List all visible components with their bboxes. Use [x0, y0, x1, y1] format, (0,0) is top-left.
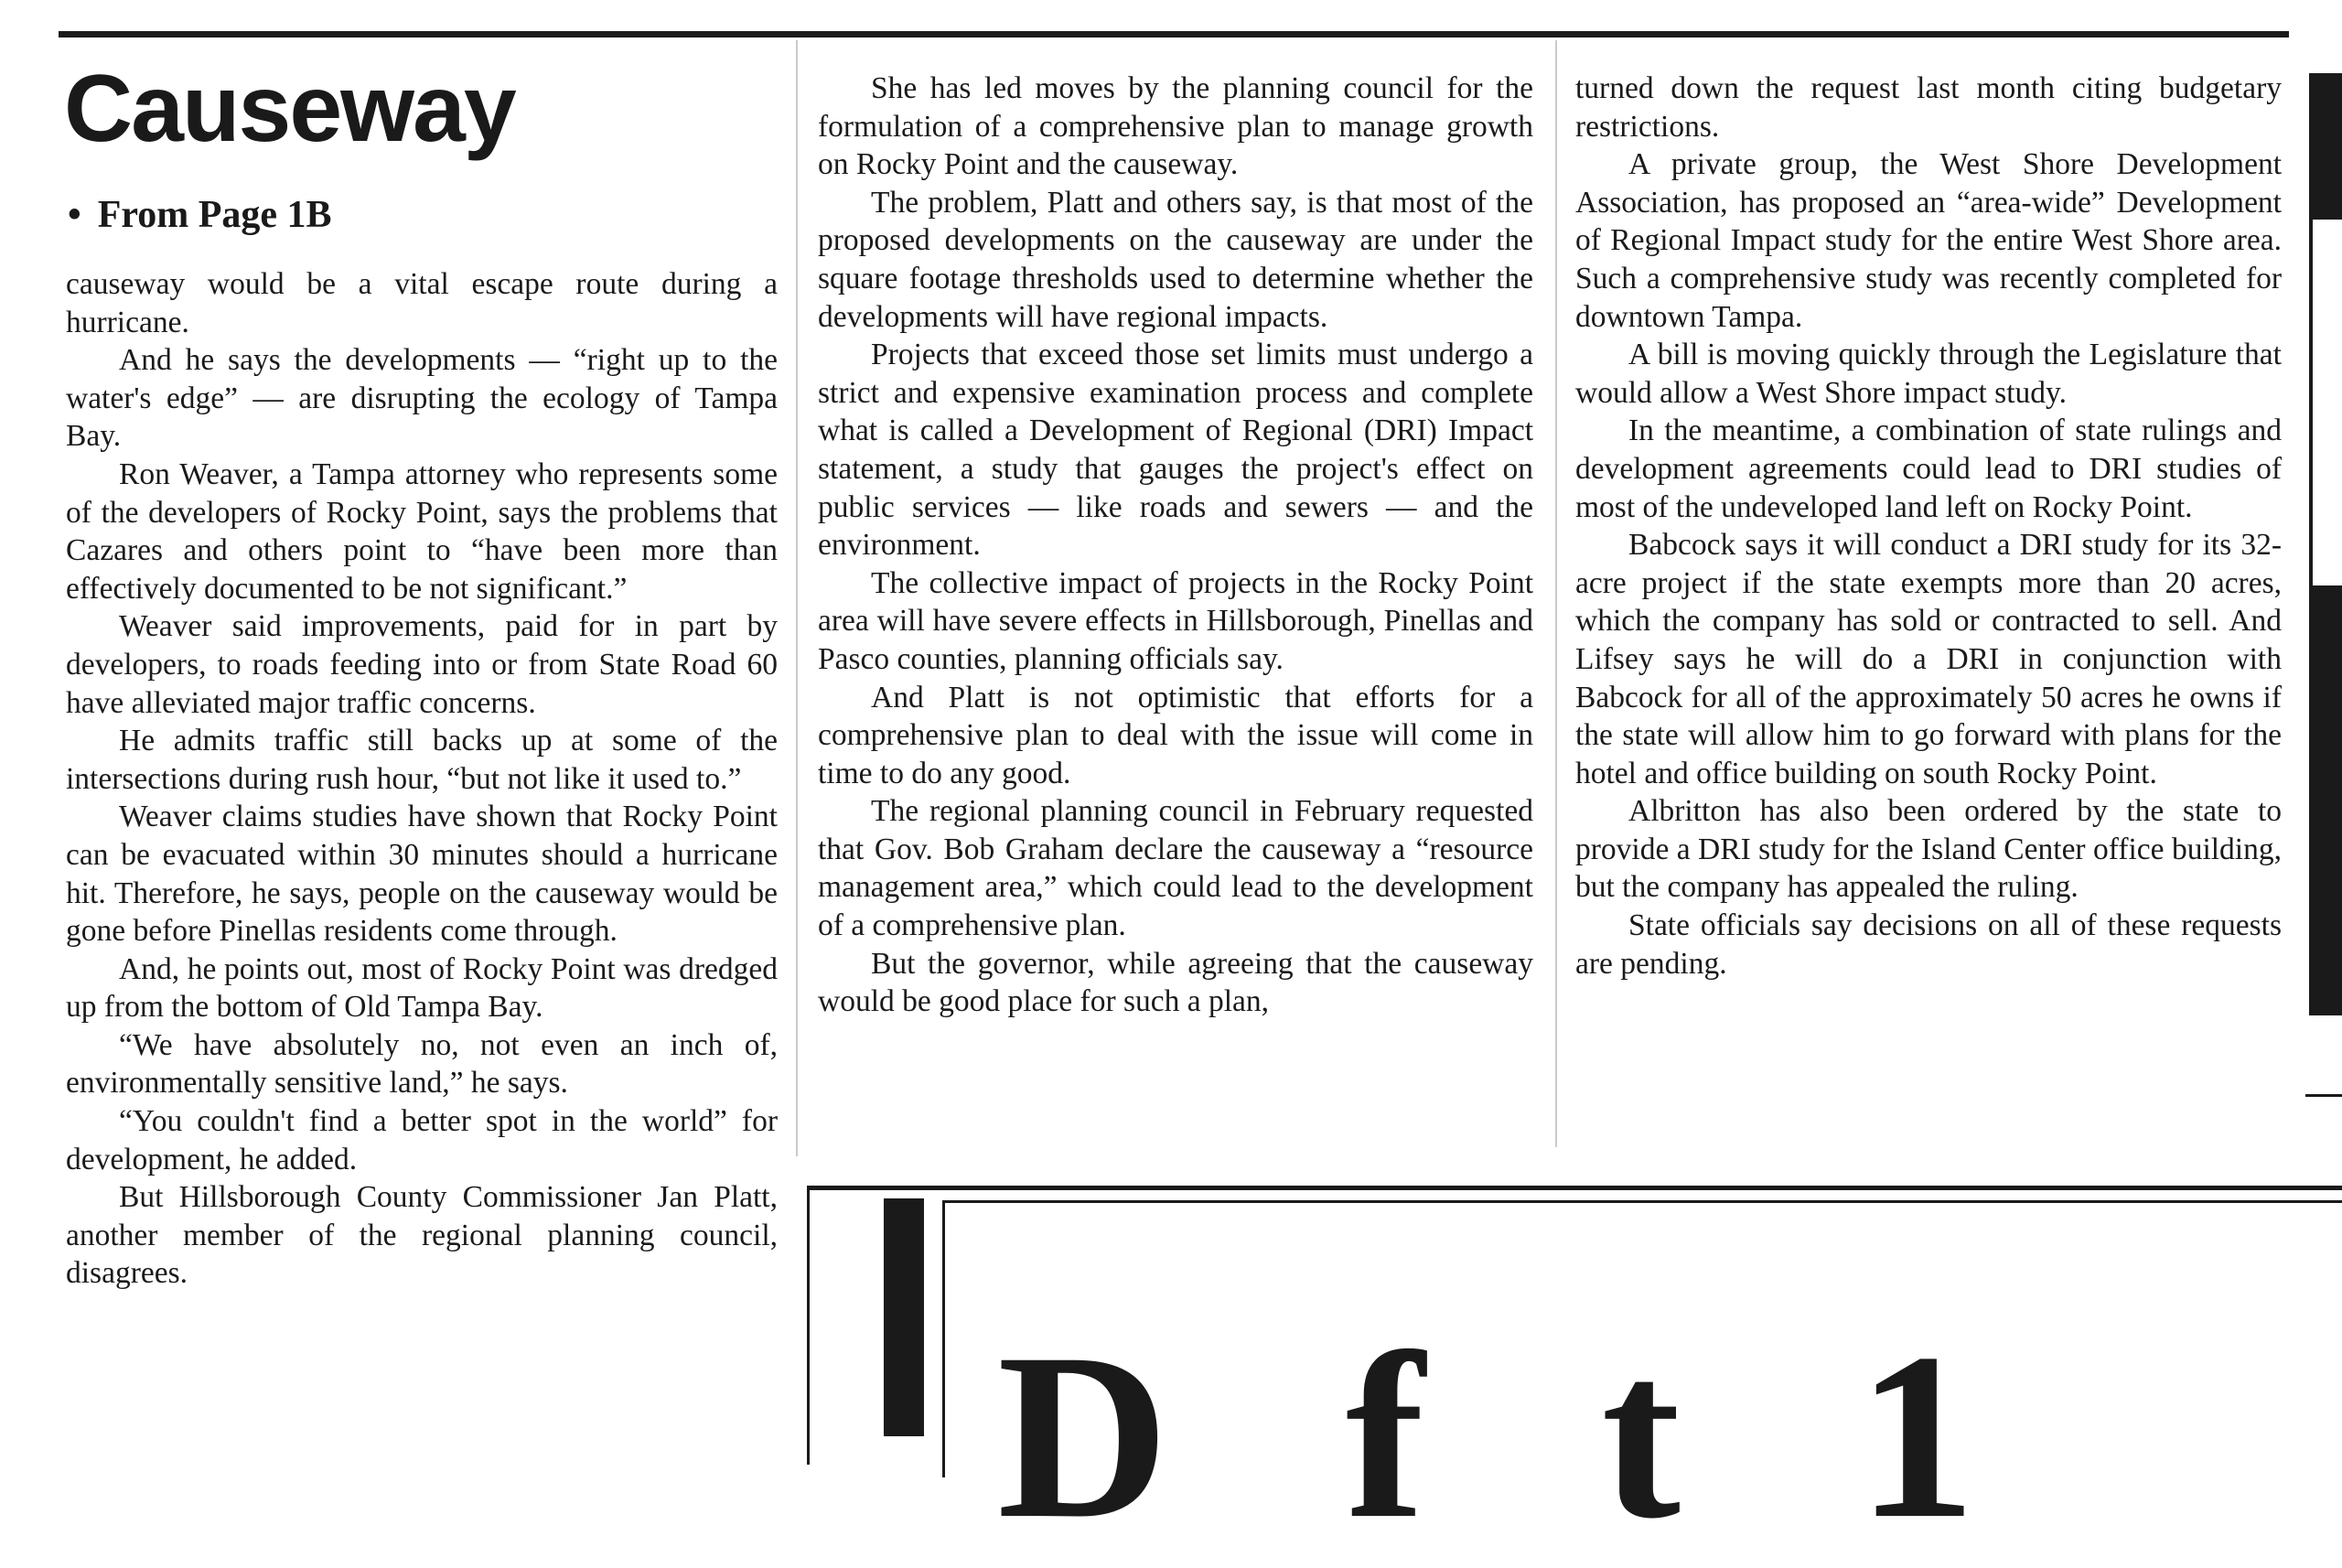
paragraph: A private group, the West Shore Development Association, has proposed an “area-wide” Development of Regional Impact study for the entire West Shore area. Such a comprehensive study was recently completed for downtown Tampa. [1575, 147, 2282, 334]
edge-block [2313, 585, 2342, 1015]
paragraph: “We have absolutely no, not even an inch of, environmentally sensitive land,” he says. [66, 1027, 778, 1101]
edge-rule [2305, 1094, 2342, 1097]
paragraph: Weaver claims studies have shown that Rocky Point can be evacuated within 30 minutes should a hurricane hit. Therefore, he says, people on the causeway would be gone before Pinellas residents come through. [66, 800, 778, 949]
article-column-1 [66, 265, 778, 1293]
paragraph: The regional planning council in February requested that Gov. Bob Graham declare the causeway a “resource management area,” which could lead to the development of a comprehensive plan. [818, 794, 1533, 943]
paragraph: causeway would be a vital escape route during a hurricane. [66, 267, 778, 339]
paragraph: Ron Weaver, a Tampa attorney who represents some of the developers of Rocky Point, says the problems that Cazares and others point to “have been more than effectively documented to be not significant.” [66, 456, 778, 606]
paragraph: Babcock says it will conduct a DRI study for its 32-acre project if the state exempts more than 20 acres, which the company has sold or contracted to sell. And Lifsey says he will do a DRI in conjunction with Babcock for all of the approximately 50 acres he owns if the state will allow him to go forward with plans for the hotel and office building on south Rocky Point. [1575, 528, 2282, 790]
advertisement-bar [884, 1198, 924, 1436]
paragraph: He admits traffic still backs up at some of the intersections during rush hour, “but not like it used to.” [66, 724, 778, 796]
top-rule [59, 31, 2289, 38]
paragraph: A bill is moving quickly through the Legislature that would allow a West Shore impact study. [1575, 338, 2282, 410]
paragraph: And he says the developments — “right up to the water's edge” — are disrupting the ecology of Tampa Bay. [66, 343, 778, 454]
bullet-icon: • [68, 194, 81, 236]
column-rule [1555, 40, 1557, 1147]
paragraph: And, he points out, most of Rocky Point was dredged up from the bottom of Old Tampa Bay. [66, 951, 778, 1025]
paragraph: The collective impact of projects in the Rocky Point area will have severe effects in Hillsborough, Pinellas and Pasco counties, planning officials say. [818, 565, 1533, 676]
paragraph: Weaver said improvements, paid for in part by developers, to roads feeding into or from State Road 60 have alleviated major traffic concerns. [66, 609, 778, 720]
paragraph: The problem, Platt and others say, is that most of the proposed developments on the causeway are under the square footage thresholds used to determine whether the developments will have regional impacts. [818, 185, 1533, 334]
paragraph: But the governor, while agreeing that the causeway would be good place for such a plan, [818, 946, 1533, 1019]
column-rule [796, 40, 798, 1156]
article-column-2 [818, 70, 1533, 1021]
jump-line [68, 192, 332, 238]
adjacent-ad-edge [2309, 73, 2342, 1015]
paragraph: And Platt is not optimistic that efforts for a comprehensive plan to deal with the issue will come in time to do any good. [818, 680, 1533, 790]
headline: Causeway [64, 56, 515, 162]
advertisement-partial-text: D f t 1 [997, 1305, 2035, 1568]
article-column-3 [1575, 70, 2282, 983]
edge-block [2313, 73, 2342, 220]
paragraph: She has led moves by the planning council for the formulation of a comprehensive plan to manage growth on Rocky Point and the causeway. [818, 71, 1533, 182]
paragraph: Albritton has also been ordered by the state to provide a DRI study for the Island Center office building, but the company has appealed the ruling. [1575, 794, 2282, 905]
paragraph: turned down the request last month citing budgetary restrictions. [1575, 71, 2282, 144]
paragraph: State officials say decisions on all of these requests are pending. [1575, 908, 2282, 981]
jump-label: From Page 1B [97, 194, 332, 236]
paragraph: In the meantime, a combination of state rulings and development agreements could lead to DRI studies of most of the undeveloped land left on Rocky Point. [1575, 413, 2282, 524]
paragraph: Projects that exceed those set limits must undergo a strict and expensive examination process and complete what is called a Development of Regional (DRI) Impact statement, a study that gauges the project's effect on public services — like roads and sewers — and the environment. [818, 338, 1533, 563]
paragraph: But Hillsborough County Commissioner Jan Platt, another member of the regional planning council, disagrees. [66, 1180, 778, 1291]
paragraph: “You couldn't find a better spot in the world” for development, he added. [66, 1104, 778, 1176]
